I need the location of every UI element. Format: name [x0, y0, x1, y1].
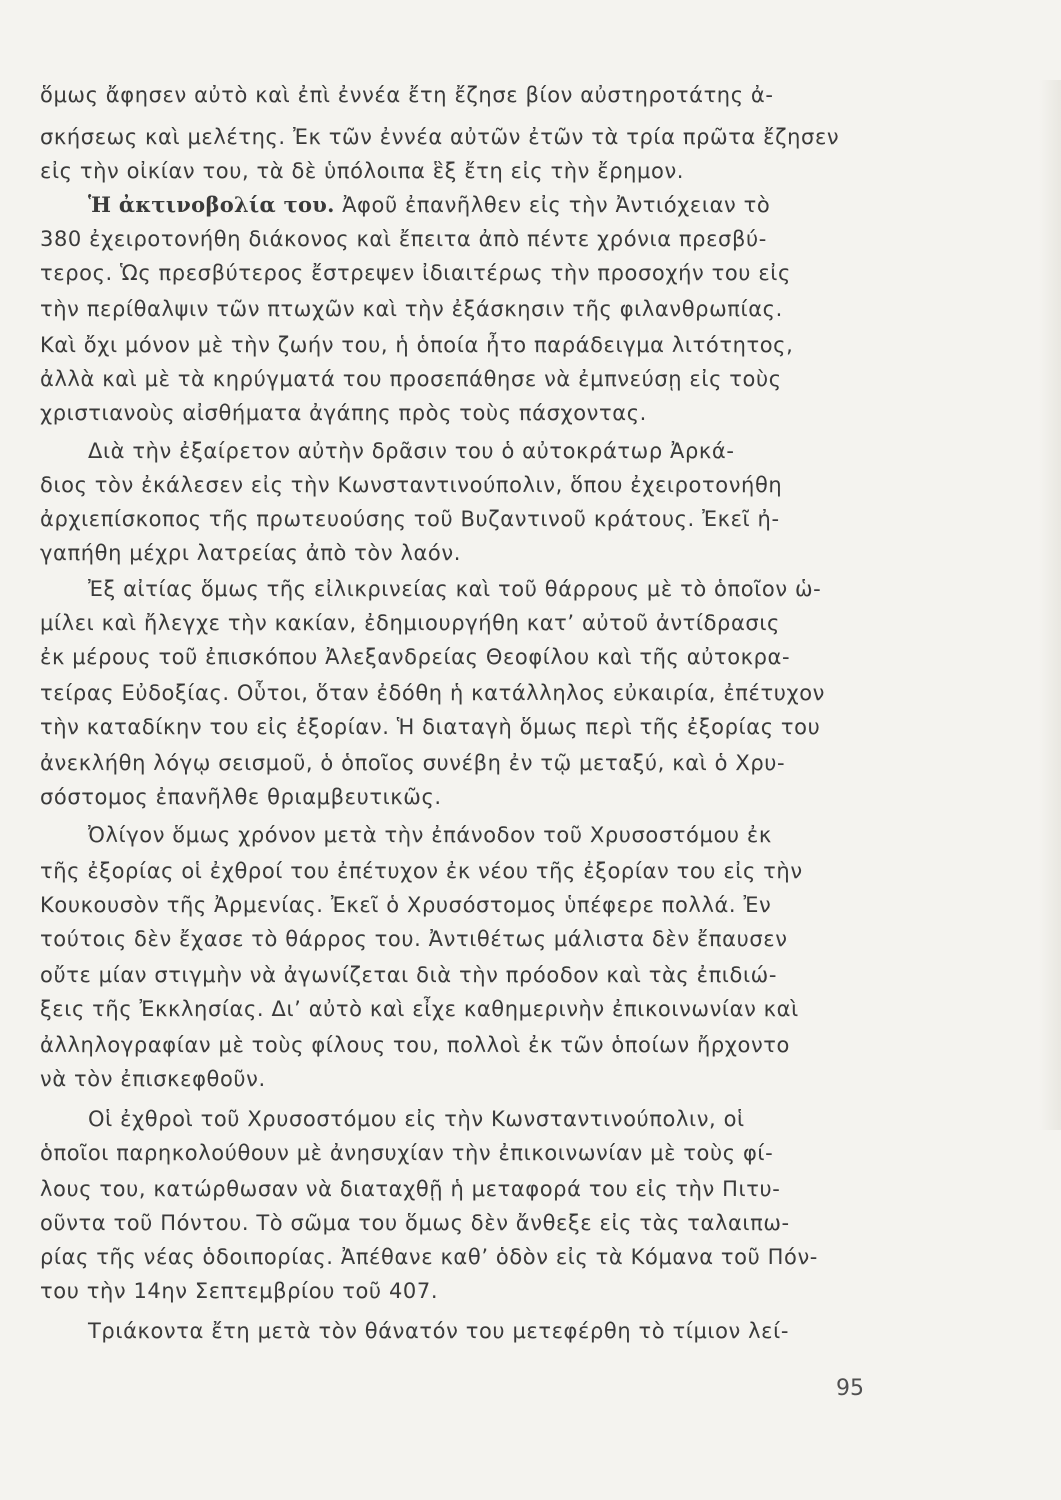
text-line: μίλει καὶ ἤλεγχε τὴν κακίαν, ἐδημιουργήθη κατ’ αὐτοῦ ἀντίδρασις: [40, 611, 780, 635]
text-line: τὴν περίθαλψιν τῶν πτωχῶν καὶ τὴν ἐξάσκησιν τῆς φιλανθρωπίας.: [40, 297, 783, 321]
text-line: ἀλληλογραφίαν μὲ τοὺς φίλους του, πολλοὶ ἐκ τῶν ὁποίων ἤρχοντο: [40, 1033, 790, 1057]
text-line: 380 ἐχειροτονήθη διάκονος καὶ ἔπειτα ἀπὸ πέντε χρόνια πρεσβύ-: [40, 227, 767, 251]
text-line: Ἐξ αἰτίας ὅμως τῆς εἰλικρινείας καὶ τοῦ θάρρους μὲ τὸ ὁποῖον ὡ-: [88, 577, 822, 601]
text-line: τείρας Εὐδοξίας. Οὗτοι, ὅταν ἐδόθη ἡ κατάλληλος εὐκαιρία, ἐπέτυχον: [40, 681, 826, 705]
section-heading-line: [88, 190, 880, 220]
text-line: τούτοις δὲν ἔχασε τὸ θάρρος του. Ἀντιθέτως μάλιστα δὲν ἔπαυσεν: [40, 927, 788, 951]
text-line: ἐκ μέρους τοῦ ἐπισκόπου Ἀλεξανδρείας Θεοφίλου καὶ τῆς αὐτοκρα-: [40, 645, 791, 669]
text-line: Διὰ τὴν ἐξαίρετον αὐτὴν δρᾶσιν του ὁ αὐτοκράτωρ Ἀρκά-: [88, 439, 735, 463]
page-number: 95: [836, 1376, 864, 1401]
text-line: σκήσεως καὶ μελέτης. Ἐκ τῶν ἐννέα αὐτῶν ἐτῶν τὰ τρία πρῶτα ἔζησεν: [40, 125, 840, 149]
text-line: Καὶ ὄχι μόνον μὲ τὴν ζωήν του, ἡ ὁποία ἦτο παράδειγμα λιτότητος,: [40, 333, 794, 357]
text-line: του τὴν 14ην Σεπτεμβρίου τοῦ 407.: [40, 1279, 439, 1303]
text-line: σόστομος ἐπανῆλθε θριαμβευτικῶς.: [40, 785, 442, 809]
text-line: ἀλλὰ καὶ μὲ τὰ κηρύγματά του προσεπάθησε νὰ ἐμπνεύσῃ εἰς τοὺς: [40, 367, 782, 391]
text-line: Ὀλίγον ὅμως χρόνον μετὰ τὴν ἐπάνοδον τοῦ Χρυσοστόμου ἐκ: [88, 823, 772, 847]
text-span: Ἀφοῦ ἐπανῆλθεν εἰς τὴν Ἀντιόχειαν τὸ: [334, 193, 771, 217]
text-line: οῦντα τοῦ Πόντου. Τὸ σῶμα του ὅμως δὲν ἄνθεξε εἰς τὰς ταλαιπω-: [40, 1211, 790, 1235]
text-line: λους του, κατώρθωσαν νὰ διαταχθῇ ἡ μεταφορά του εἰς τὴν Πιτυ-: [40, 1177, 781, 1201]
text-line: ὁποῖοι παρηκολούθουν μὲ ἀνησυχίαν τὴν ἐπικοινωνίαν μὲ τοὺς φί-: [40, 1141, 774, 1165]
text-line: ὅμως ἄφησεν αὐτὸ καὶ ἐπὶ ἐννέα ἔτη ἔζησε βίον αὐστηροτάτης ἀ-: [40, 83, 774, 107]
text-line: γαπήθη μέχρι λατρείας ἀπὸ τὸν λαόν.: [40, 541, 461, 565]
text-line: τὴν καταδίκην του εἰς ἐξορίαν. Ἡ διαταγὴ ὅμως περὶ τῆς ἐξορίας του: [40, 715, 821, 739]
text-line: ἀρχιεπίσκοπος τῆς πρωτευούσης τοῦ Βυζαντινοῦ κράτους. Ἐκεῖ ἠ-: [40, 507, 780, 531]
text-line: ἀνεκλήθη λόγῳ σεισμοῦ, ὁ ὁποῖος συνέβη ἐν τῷ μεταξύ, καὶ ὁ Χρυ-: [40, 751, 786, 775]
text-line: ξεις τῆς Ἐκκλησίας. Δι’ αὐτὸ καὶ εἶχε καθημερινὴν ἐπικοινωνίαν καὶ: [40, 997, 799, 1021]
text-line: χριστιανοὺς αἰσθήματα ἀγάπης πρὸς τοὺς πάσχοντας.: [40, 401, 647, 425]
text-line: Οἱ ἐχθροὶ τοῦ Χρυσοστόμου εἰς τὴν Κωνσταντινούπολιν, οἱ: [88, 1107, 745, 1131]
text-line: ρίας τῆς νέας ὁδοιπορίας. Ἀπέθανε καθ’ ὁδὸν εἰς τὰ Κόμανα τοῦ Πόν-: [40, 1245, 818, 1269]
section-heading: Ἡ ἀκτινοβολία του.: [88, 192, 335, 217]
text-line: τερος. Ὡς πρεσβύτερος ἔστρεψεν ἰδιαιτέρως τὴν προσοχήν του εἰς: [40, 261, 791, 285]
text-line: νὰ τὸν ἐπισκεφθοῦν.: [40, 1067, 266, 1091]
text-line: Κουκουσὸν τῆς Ἀρμενίας. Ἐκεῖ ὁ Χρυσόστομος ὑπέφερε πολλά. Ἐν: [40, 893, 772, 917]
text-line: οὔτε μίαν στιγμὴν νὰ ἀγωνίζεται διὰ τὴν πρόοδον καὶ τὰς ἐπιδιώ-: [40, 963, 778, 987]
text-line: εἰς τὴν οἰκίαν του, τὰ δὲ ὑπόλοιπα ἓξ ἔτη εἰς τὴν ἔρημον.: [40, 159, 685, 183]
text-line: τῆς ἐξορίας οἱ ἐχθροί του ἐπέτυχον ἐκ νέου τῆς ἐξορίαν του εἰς τὴν: [40, 859, 803, 883]
text-line: Τριάκοντα ἔτη μετὰ τὸν θάνατόν του μετεφέρθη τὸ τίμιον λεί-: [88, 1319, 790, 1343]
page-edge-shadow: [1039, 80, 1061, 1130]
text-line: διος τὸν ἐκάλεσεν εἰς τὴν Κωνσταντινούπολιν, ὅπου ἐχειροτονήθη: [40, 473, 783, 497]
